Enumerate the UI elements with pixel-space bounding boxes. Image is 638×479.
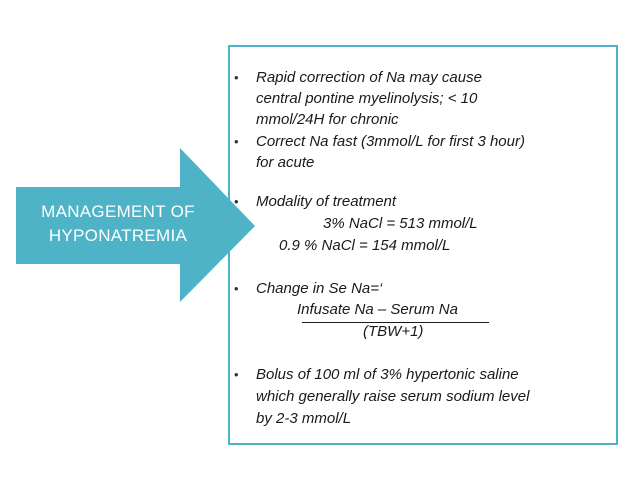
- bullet-5-line3: by 2-3 mmol/L: [256, 410, 352, 427]
- bullet-1-line3: mmol/24H for chronic: [256, 111, 399, 128]
- bullet-4-denominator: (TBW+1): [363, 323, 424, 340]
- arrow-label-line2: HYPONATREMIA: [48, 226, 188, 245]
- bullet-2-line1: Correct Na fast (3mmol/L for first 3 hour): [256, 133, 525, 150]
- bullet-marker-5: •: [234, 367, 239, 382]
- bullet-3-line1: Modality of treatment: [256, 193, 397, 210]
- bullet-marker-4: •: [234, 281, 239, 296]
- bullet-1-line1: Rapid correction of Na may cause: [256, 69, 482, 86]
- bullet-marker-3: •: [234, 194, 239, 209]
- bullet-5-line1: Bolus of 100 ml of 3% hypertonic saline: [256, 366, 519, 383]
- bullet-marker-1: •: [234, 70, 239, 85]
- bullet-1-line2: central pontine myelinolysis; < 10: [256, 90, 478, 107]
- bullet-4-line1: Change in Se Na=‘: [256, 280, 383, 297]
- bullet-marker-2: •: [234, 134, 239, 149]
- arrow-label: [16, 200, 220, 248]
- bullet-3-line3: 0.9 % NaCl = 154 mmol/L: [279, 237, 451, 254]
- bullet-3-line2: 3% NaCl = 513 mmol/L: [323, 215, 478, 232]
- bullet-5-line2: which generally raise serum sodium level: [256, 388, 530, 405]
- arrow-label-line1: MANAGEMENT OF: [41, 202, 195, 221]
- bullet-4-numerator: Infusate Na – Serum Na: [297, 301, 458, 318]
- bullet-2-line2: for acute: [256, 154, 315, 171]
